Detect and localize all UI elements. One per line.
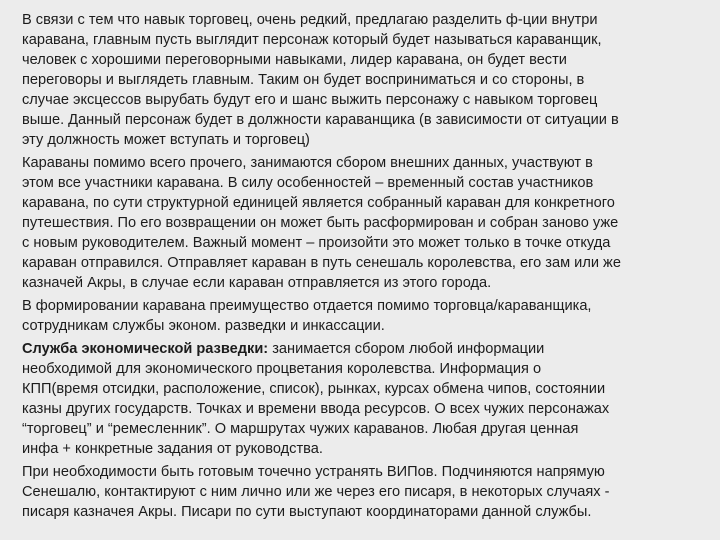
text-line: караван отправился. Отправляет караван в путь сенешаль королевства, его зам или же — [22, 255, 621, 271]
document-body — [22, 10, 698, 525]
text-line: выше. Данный персонаж будет в должности караванщика (в зависимости от ситуации в — [22, 112, 619, 128]
text-line: случае эксцессов вырубать будут его и шанс выжить персонажу с навыком торговец — [22, 92, 598, 108]
text-line: казначей Акры, в случае если караван отправляется из этого города. — [22, 275, 492, 291]
text-line: КПП(время отсидки, расположение, список), рынках, курсах обмена чипов, состоянии — [22, 381, 606, 397]
paragraph-caravan-formation — [22, 296, 698, 336]
heading-line-text: занимается сбором любой информации — [268, 341, 545, 357]
text-line: При необходимости быть готовым точечно устранять ВИПов. Подчиняются напрямую — [22, 464, 605, 480]
text-line: писаря казначея Акры. Писари по сути выступают координаторами данной службы. — [22, 504, 592, 520]
text-line: необходимой для экономического процветания королевства. Информация о — [22, 361, 542, 377]
paragraph-caravan-leader — [22, 10, 698, 150]
text-line: Караваны помимо всего прочего, занимаются сбором внешних данных, участвуют в — [22, 155, 593, 171]
text-line: каравана, главным пусть выглядит персонаж который будет называться караванщик, — [22, 32, 602, 48]
text-line: с новым руководителем. Важный момент – произойти это может только в точке откуда — [22, 235, 611, 251]
text-line: “торговец” и “ремесленник”. О маршрутах чужих караванов. Любая другая ценная — [22, 421, 579, 437]
paragraph-economic-intelligence — [22, 339, 698, 459]
text-line — [22, 339, 698, 359]
text-line: Сенешалю, контактируют с ним лично или же через его писаря, в некоторых случаях - — [22, 484, 610, 500]
text-line: инфа + конкретные задания от руководства. — [22, 441, 323, 457]
text-line: путешествия. По его возвращении он может быть расформирован и собран заново уже — [22, 215, 619, 231]
text-line: эту должность может вступать и торговец) — [22, 132, 310, 148]
text-line: казны других государств. Точках и времени ввода ресурсов. О всех чужих персонажах — [22, 401, 610, 417]
text-line: В связи с тем что навык торговец, очень редкий, предлагаю разделить ф-ции внутри — [22, 12, 598, 28]
paragraph-vip-elimination — [22, 462, 698, 522]
text-line: переговоры и выглядеть главным. Таким он будет восприниматься и со стороны, в — [22, 72, 585, 88]
text-line: этом все участники каравана. В силу особенностей – временный состав участников — [22, 175, 594, 191]
text-line: каравана, по сути структурной единицей является собранный караван для конкретного — [22, 195, 615, 211]
text-line: сотрудникам службы эконом. разведки и инкассации. — [22, 318, 385, 334]
section-heading: Служба экономической разведки: — [22, 341, 269, 357]
text-line: В формировании каравана преимущество отдается помимо торговца/караванщика, — [22, 298, 592, 314]
paragraph-caravan-data — [22, 153, 698, 293]
text-line: человек с хорошими переговорными навыками, лидер каравана, он будет вести — [22, 52, 567, 68]
